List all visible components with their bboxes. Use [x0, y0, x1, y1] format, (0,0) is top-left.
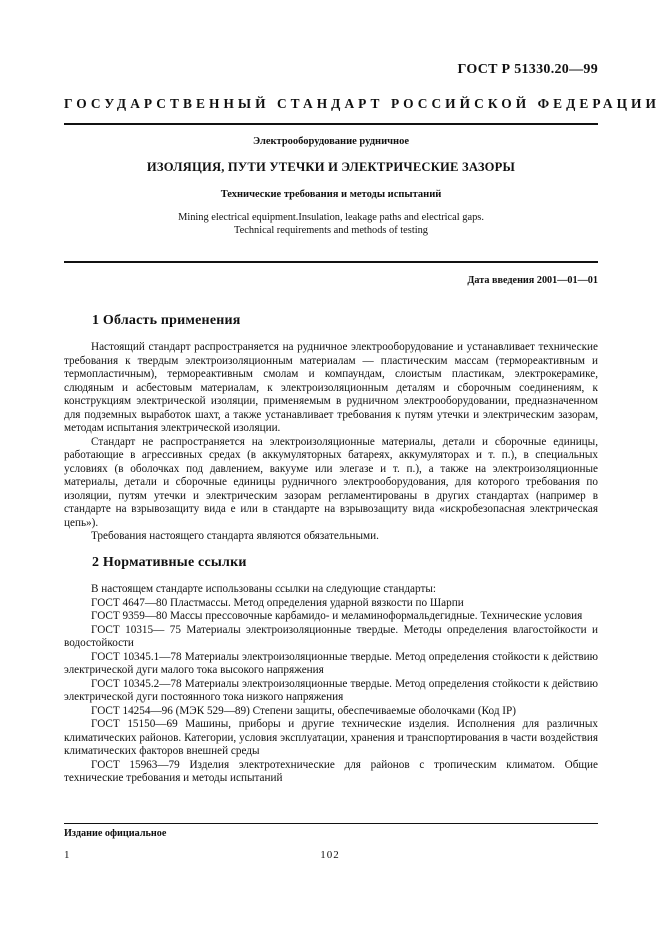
english-title-line1: Mining electrical equipment.Insulation, leakage paths and electrical gaps. — [178, 212, 484, 223]
page-number-center: 102 — [320, 849, 340, 861]
reference-item: ГОСТ 15150—69 Машины, приборы и другие технические изделия. Исполнения для различных климатических районов. Категории, условия эксплуатации, хранения и транспортирования в части воздействия климатических факторов внешней среды — [64, 718, 598, 757]
reference-item: ГОСТ 15963—79 Изделия электротехнические для районов с тропическим климатом. Общие технические требования и методы испытаний — [64, 758, 598, 784]
document-subtitle: Технические требования и методы испытаний — [220, 189, 442, 200]
section-2-body — [64, 583, 598, 786]
reference-item: ГОСТ 10345.1—78 Материалы электроизоляционные твердые. Метод определения стойкости к действию электрической дуги малого тока высокого напряжения — [64, 650, 598, 676]
title-rule — [64, 261, 598, 263]
reference-item: ГОСТ 10315— 75 Материалы электроизоляционные твердые. Методы определения влагостойкости и водостойкости — [64, 623, 598, 649]
reference-item: ГОСТ 4647—80 Пластмассы. Метод определения ударной вязкости по Шарпи — [91, 596, 464, 609]
reference-item: ГОСТ 9359—80 Массы прессовочные карбамидо- и меламиноформальдегидные. Технические условия — [91, 610, 583, 622]
standard-title: ГОСУДАРСТВЕННЫЙ СТАНДАРТ РОССИЙСКОЙ ФЕДЕРАЦИИ — [64, 96, 660, 111]
english-title-line2: Technical requirements and methods of testing — [233, 225, 429, 236]
section-1-paragraph: Настоящий стандарт распространяется на рудничное электрооборудование и устанавливает технические требования к твердым электроизоляционным материалам — пластическим массам (термореактивным и термопластичным), термореактивным смолам и компаундам, слоистым пластикам, электрокерамике, слюдяным и асбестовым материалам, к электроизоляционным деталям и сборочным соединениям, к конструкциям электрической изоляции, применяемым в рудничном электрооборудовании, предназначенном для подземных выработок шахт, а также устанавливает требования к путям утечки и электрическим зазорам, методам испытания электрической изоляции. — [64, 341, 598, 434]
page-number-left: 1 — [64, 849, 70, 861]
footer-rule — [64, 823, 598, 824]
section-1-paragraph: Стандарт не распространяется на электроизоляционные материалы, детали и сборочные единицы, работающие в агрессивных средах (в аккумуляторных батареях, аккумуляторах и т. п.), в специальных условиях (в оболочках под давлением, вакууме или элегазе и т. п.), а также на электроизоляционные материалы, детали и сборочные единицы рудничного электрооборудования, для которого требования по изоляции, путям утечки и электрическим зазорам регламентированы в других стандартах (например в стандарте на взрывозащиту вида е или в стандарте на взрывозащиту вида «искробезопасная электрическая цепь»). — [64, 435, 598, 529]
english-title — [64, 211, 598, 237]
section-1-body — [64, 341, 598, 544]
section-1-paragraph: Требования настоящего стандарта являются обязательными. — [91, 530, 379, 542]
header-rule — [64, 123, 598, 125]
reference-item: ГОСТ 14254—96 (МЭК 529—89) Степени защиты, обеспечиваемые оболочками (Код IP) — [91, 704, 516, 717]
gost-code: ГОСТ Р 51330.20—99 — [457, 62, 598, 77]
document-subject: Электрооборудование рудничное — [252, 136, 410, 147]
section-2-heading: 2 Нормативные ссылки — [92, 555, 247, 570]
reference-item: ГОСТ 10345.2—78 Материалы электроизоляционные твердые. Метод определения стойкости к действию электрической дуги постоянного тока низкого напряжения — [64, 677, 598, 703]
reference-item: В настоящем стандарте использованы ссылки на следующие стандарты: — [91, 583, 436, 595]
main-title: ИЗОЛЯЦИЯ, ПУТИ УТЕЧКИ И ЭЛЕКТРИЧЕСКИЕ ЗАЗОРЫ — [146, 160, 516, 174]
edition-label: Издание официальное — [64, 828, 167, 839]
introduction-date: Дата введения 2001—01—01 — [467, 275, 598, 286]
section-1-heading: 1 Область применения — [92, 313, 241, 328]
